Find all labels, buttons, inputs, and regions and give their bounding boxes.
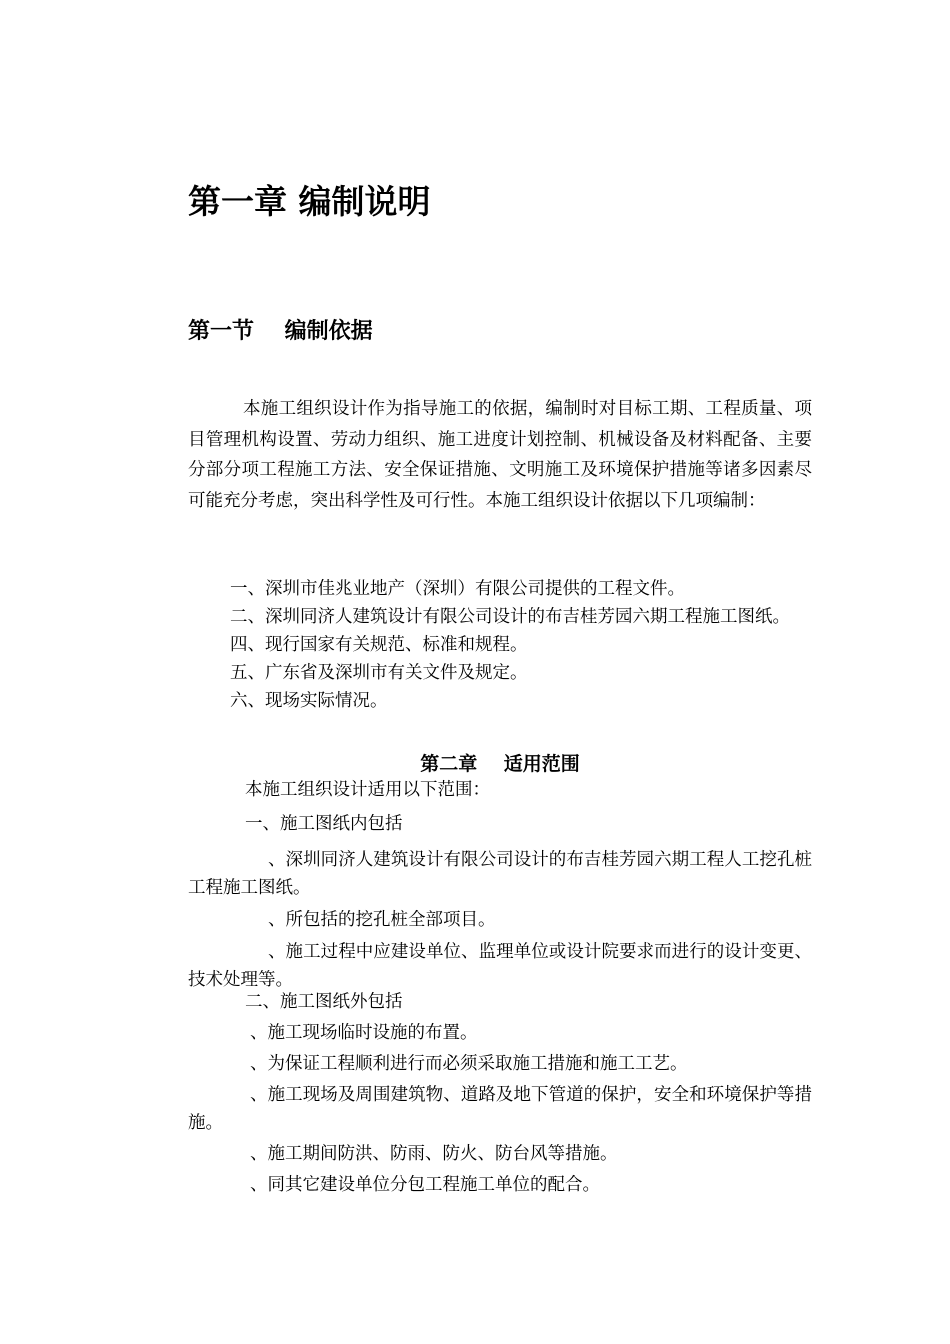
chapter-2-title: 第二章 适用范围 xyxy=(420,753,580,775)
basis-item-4: 五、广东省及深圳市有关文件及规定。 xyxy=(230,663,528,683)
scope-part-1-item-2: 、所包括的挖孔桩全部项目。 xyxy=(268,910,496,930)
basis-item-5: 六、现场实际情况。 xyxy=(230,691,388,711)
scope-intro: 本施工组织设计适用以下范围： xyxy=(245,780,490,800)
scope-part-2-item-4: 、施工期间防洪、防雨、防火、防台风等措施。 xyxy=(250,1144,618,1164)
scope-part-1-heading: 一、施工图纸内包括 xyxy=(245,814,403,834)
basis-item-2: 二、深圳同济人建筑设计有限公司设计的布吉桂芳园六期工程施工图纸。 xyxy=(230,607,790,627)
scope-part-2-item-5: 、同其它建设单位分包工程施工单位的配合。 xyxy=(250,1175,600,1195)
scope-part-2-item-1: 、施工现场临时设施的布置。 xyxy=(250,1023,478,1043)
scope-intro-block xyxy=(188,776,812,804)
scope-part-2-item-3: 、施工现场及周围建筑物、道路及地下管道的保护，安全和环境保护等措施。 xyxy=(188,1085,812,1133)
basis-item-3: 四、现行国家有关规范、标准和规程。 xyxy=(230,635,528,655)
basis-item-1: 一、深圳市佳兆业地产（深圳）有限公司提供的工程文件。 xyxy=(230,579,685,599)
scope-part-1-item-3: 、施工过程中应建设单位、监理单位或设计院要求而进行的设计变更、技术处理等。 xyxy=(188,942,812,990)
scope-part-2-item-2: 、为保证工程顺利进行而必须采取施工措施和施工工艺。 xyxy=(250,1054,688,1074)
chapter-1-title: 第一章 编制说明 xyxy=(188,182,431,221)
section-1-intro: 本施工组织设计作为指导施工的依据，编制时对目标工期、工程质量、项目管理机构设置、劳动力组织、施工进度计划控制、机械设备及材料配备、主要分部分项工程施工方法、安全保证措施、文明施工及环境保护措施等诸多因素尽可能充分考虑，突出科学性及可行性。本施工组织设计依据以下几项编制： xyxy=(188,399,812,511)
scope-part-2 xyxy=(188,988,812,1199)
basis-list xyxy=(188,575,812,715)
section-1-title: 第一节 编制依据 xyxy=(188,319,373,344)
scope-part-2-heading: 二、施工图纸外包括 xyxy=(245,992,403,1012)
scope-part-1-item-1: 、深圳同济人建筑设计有限公司设计的布吉桂芳园六期工程人工挖孔桩工程施工图纸。 xyxy=(188,850,812,898)
scope-part-1 xyxy=(188,810,812,994)
